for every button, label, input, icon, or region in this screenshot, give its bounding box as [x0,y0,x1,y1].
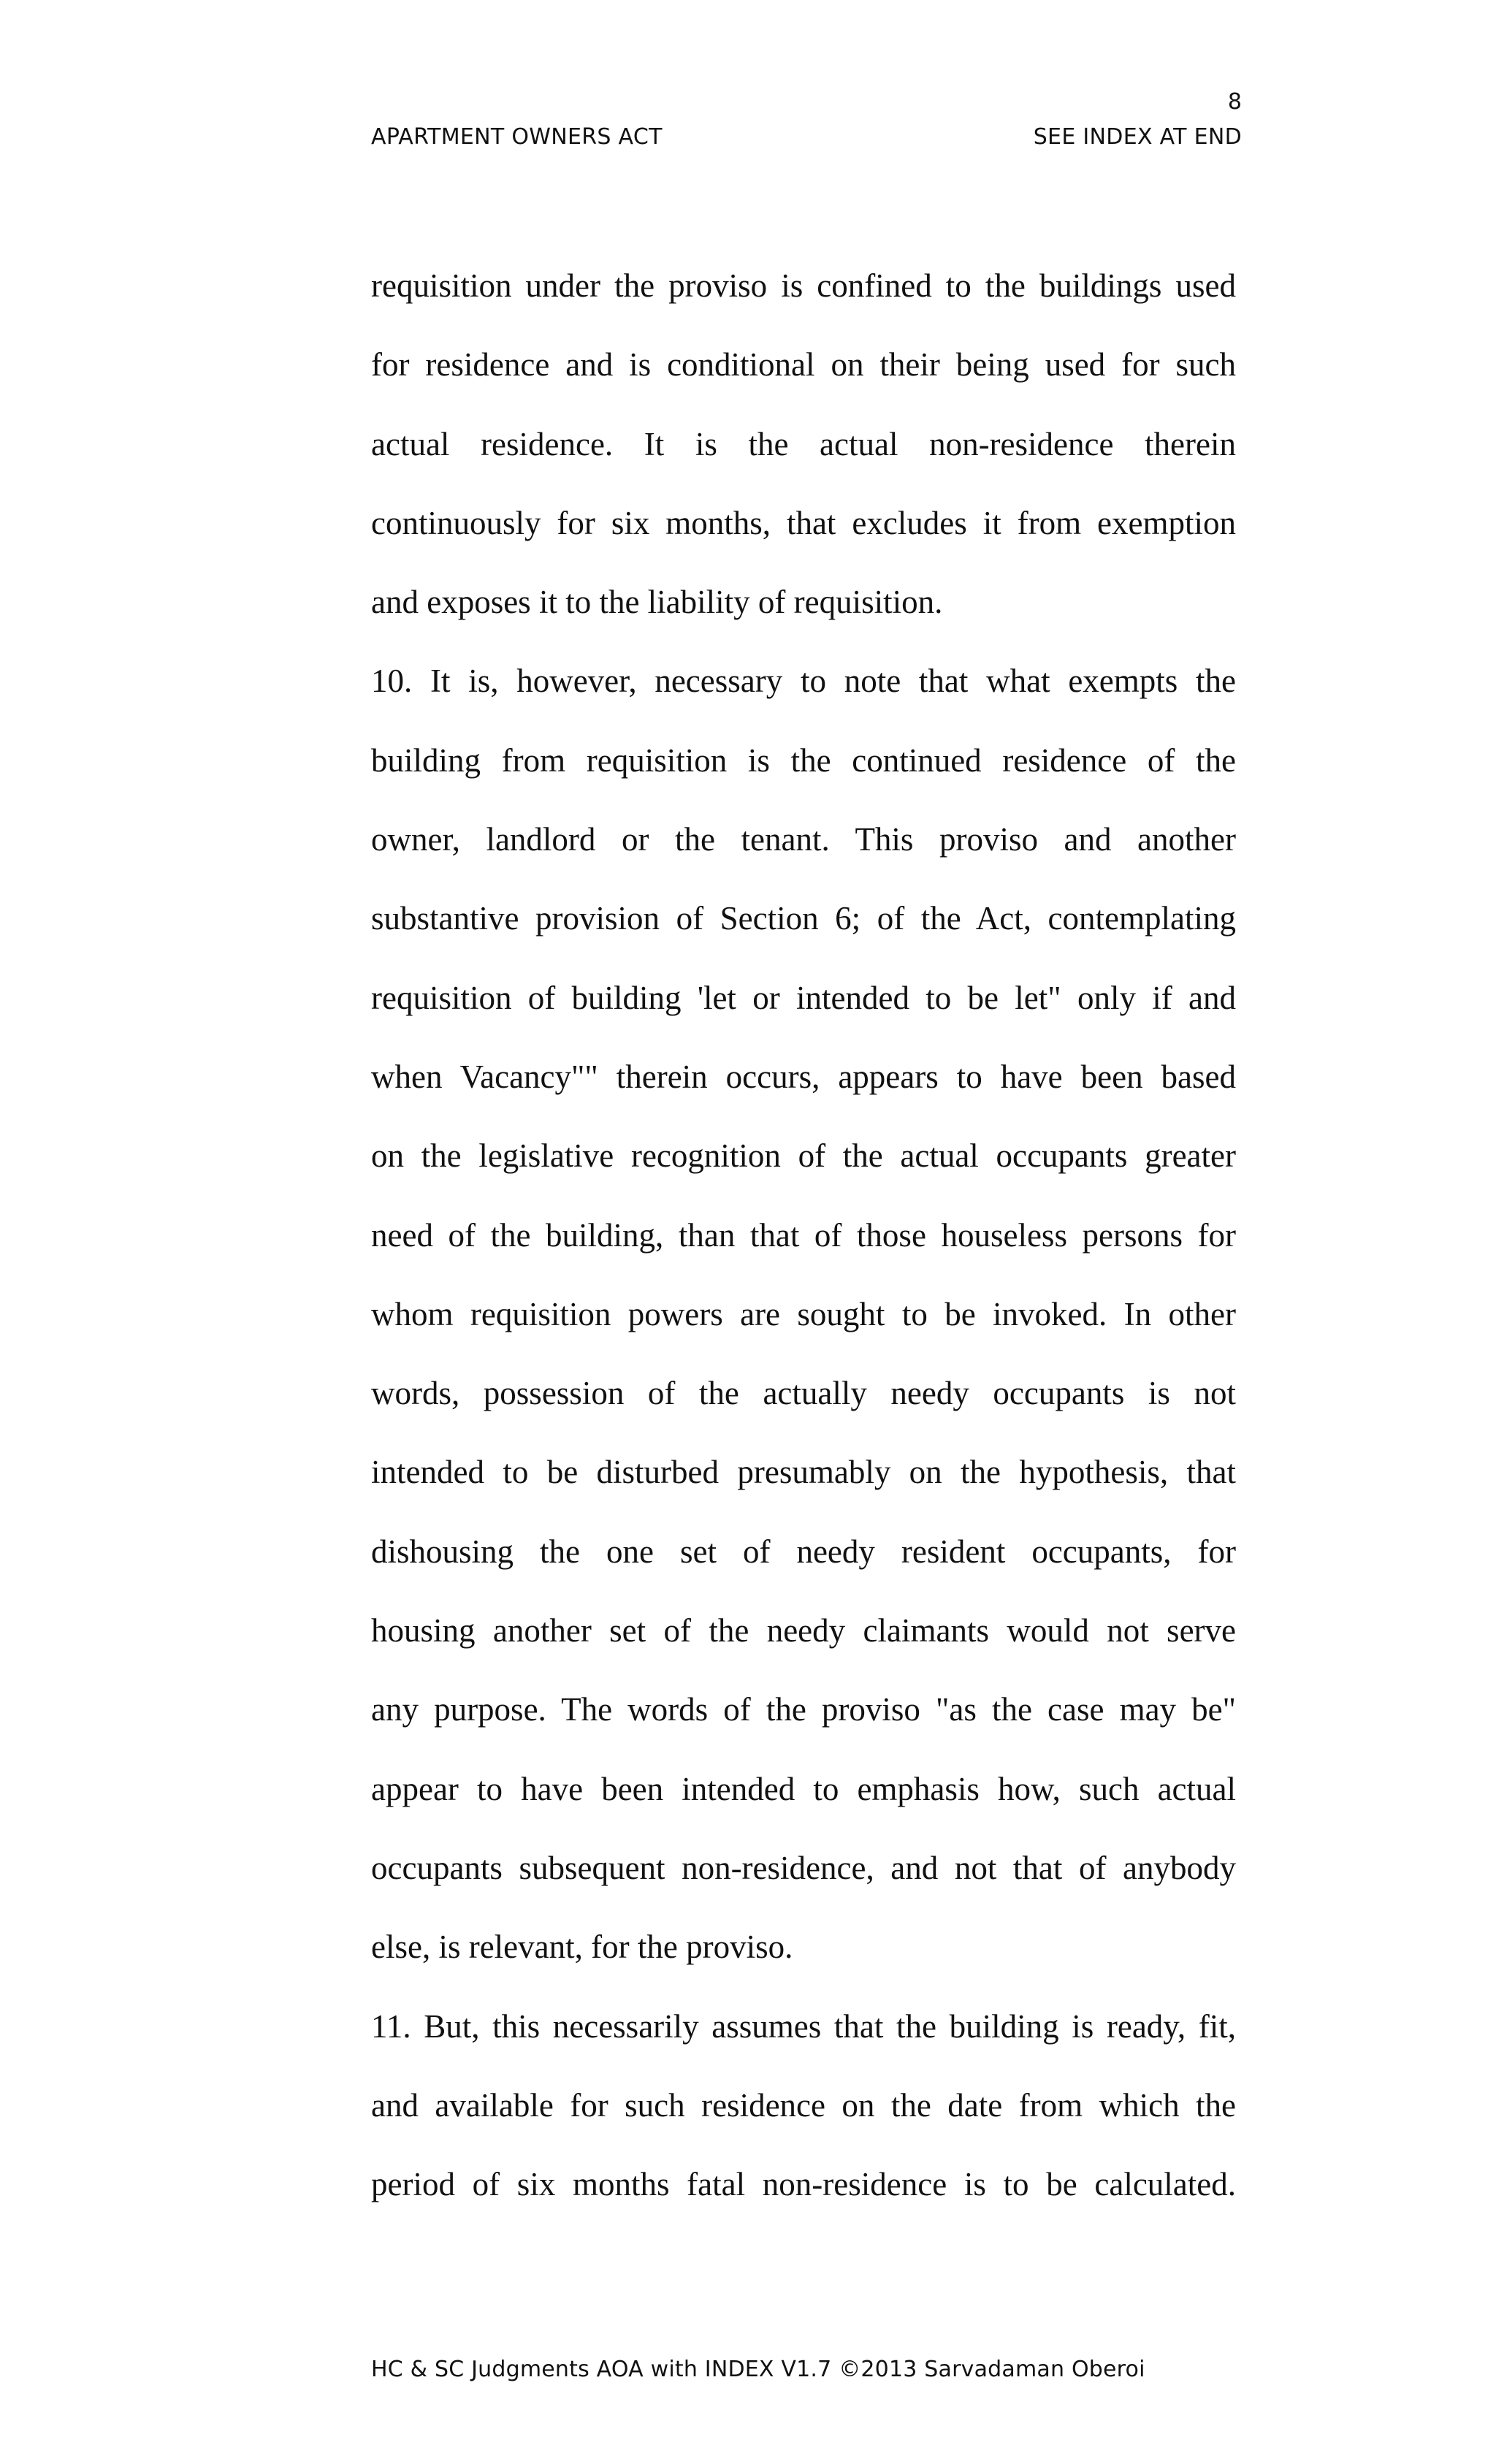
text-line: need of the building, than that of those houseless persons for [371,1216,1236,1254]
text-line: and exposes it to the liability of requisition. [371,584,943,621]
document-body [371,262,1236,2240]
text-line: actual residence. It is the actual non-residence therein [371,425,1236,462]
text-line: requisition of building 'let or intended to be let" only if and [371,979,1236,1016]
text-line: appear to have been intended to emphasis how, such actual [371,1770,1236,1807]
text-line: any purpose. The words of the proviso "as the case may be" [371,1691,1236,1728]
page-number: 8 [1227,89,1242,115]
page-footer: HC & SC Judgments AOA with INDEX V1.7 ©2013 Sarvadaman Oberoi [371,2357,1145,2382]
text-line: and available for such residence on the date from which the [371,2086,1236,2124]
text-line: requisition under the proviso is confined to the buildings used [371,267,1236,304]
text-line: words, possession of the actually needy occupants is not [371,1375,1236,1412]
text-line: substantive provision of Section 6; of the Act, contemplating [371,900,1236,937]
text-line: occupants subsequent non-residence, and not that of anybody [371,1849,1236,1886]
text-line: owner, landlord or the tenant. This proviso and another [371,821,1236,858]
text-line: on the legislative recognition of the actual occupants greater [371,1137,1236,1175]
text-line: dishousing the one set of needy resident occupants, for [371,1533,1236,1570]
text-line: 10. It is, however, necessary to note that what exempts the [371,663,1236,700]
text-line: 11. But, this necessarily assumes that the building is ready, fit, [371,2007,1236,2045]
running-header-index-note: SEE INDEX AT END [1033,124,1242,150]
text-line: else, is relevant, for the proviso. [371,1929,793,1966]
text-line: intended to be disturbed presumably on the hypothesis, that [371,1454,1236,1491]
text-line: continuously for six months, that excludes it from exemption [371,504,1236,541]
text-line: housing another set of the needy claimants would not serve [371,1612,1236,1649]
text-line: for residence and is conditional on their being used for such [371,346,1236,384]
text-line: period of six months fatal non-residence is to be calculated. [371,2166,1236,2203]
text-line: whom requisition powers are sought to be invoked. In other [371,1295,1236,1332]
text-line: building from requisition is the continued residence of the [371,741,1236,779]
text-line: when Vacancy"" therein occurs, appears to have been based [371,1058,1236,1095]
running-header-title: APARTMENT OWNERS ACT [371,124,663,150]
